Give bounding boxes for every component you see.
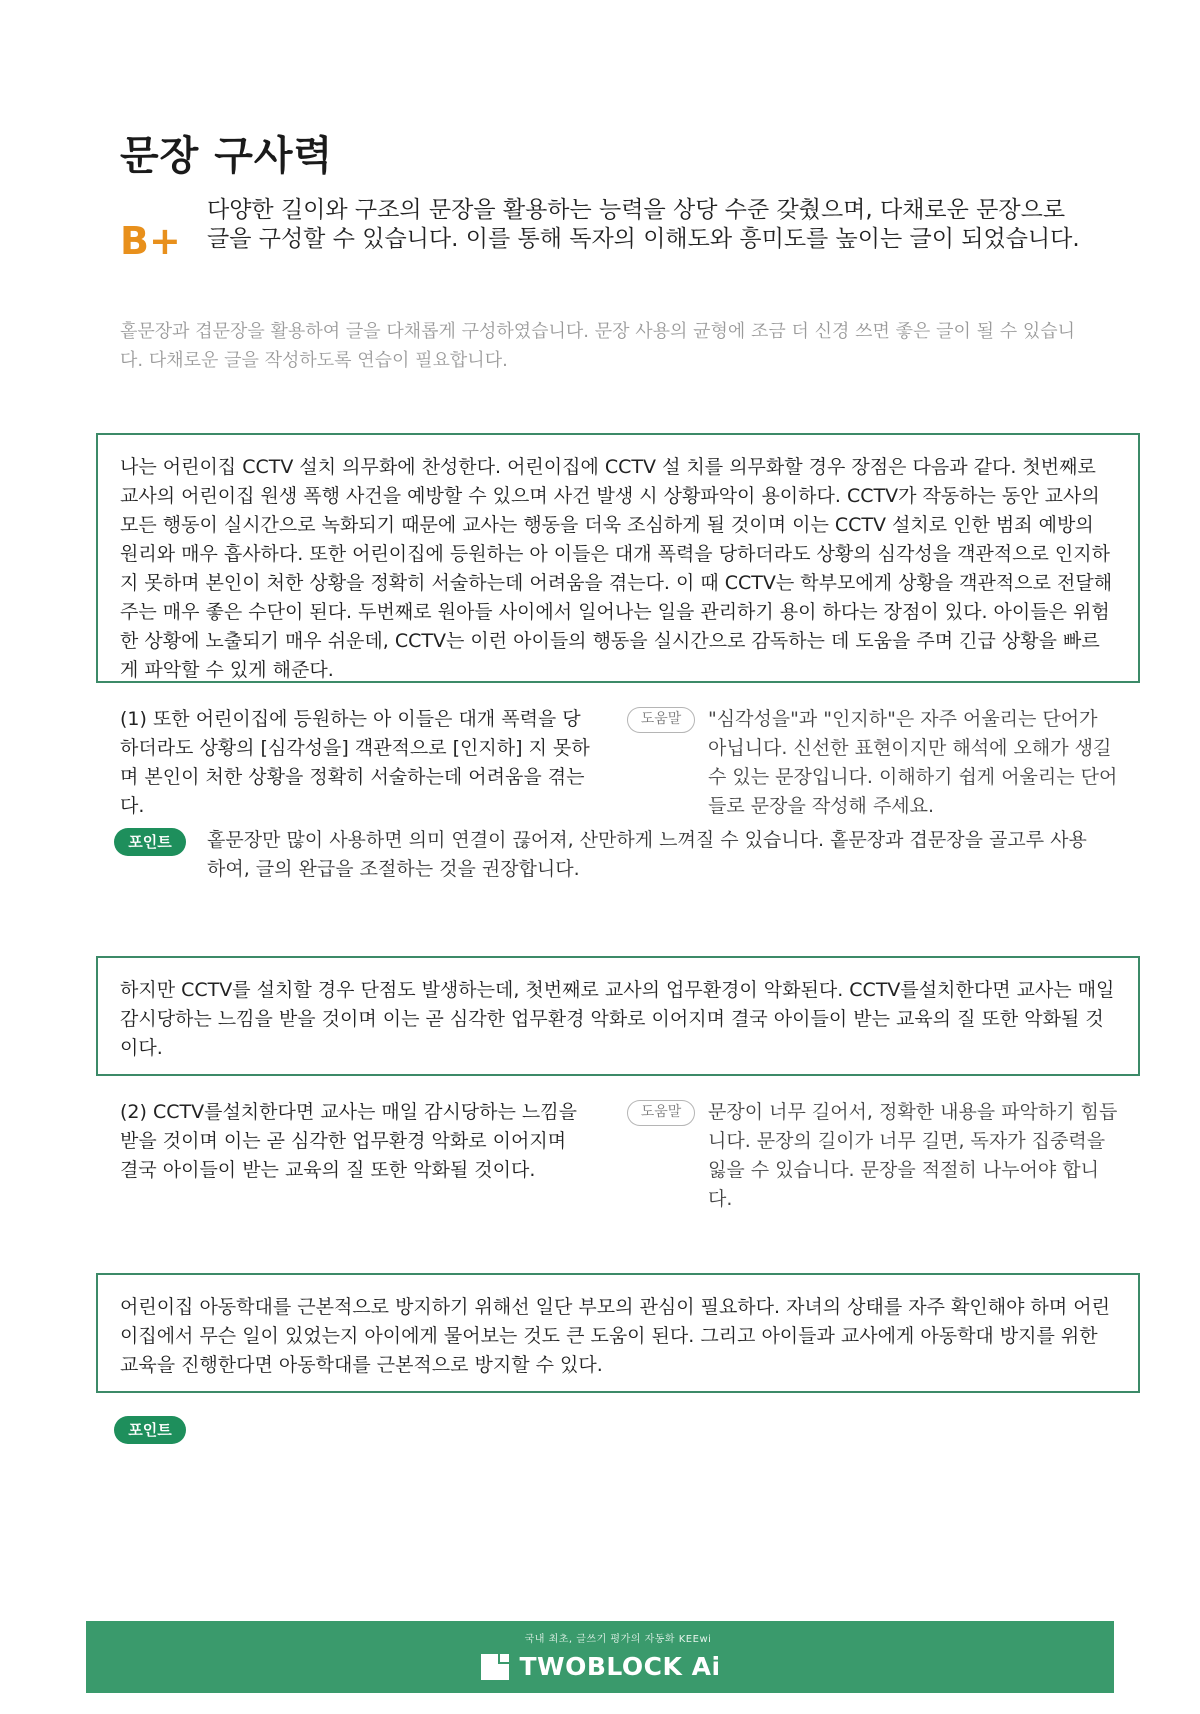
point-text: 홑문장만 많이 사용하면 의미 연결이 끊어져, 산만하게 느껴질 수 있습니다. 홑문장과 겹문장을 골고루 사용하여, 글의 완급을 조절하는 것을 권장합니다. xyxy=(207,829,1087,880)
essay-paragraph-text: 어린이집 아동학대를 근본적으로 방지하기 위해선 일단 부모의 관심이 필요하다. 자녀의 상태를 자주 확인해야 하며 어린이집에서 무슨 일이 있었는지 아이에게 물어보는 것도 큰 도움이 된다. 그리고 아이들과 교사에게 아동학대 방지를 위한 교육을 진행한다면 아동학대를 근본적으로 방지할 수 있다. xyxy=(120,1296,1110,1376)
grade-summary: 다양한 길이와 구조의 문장을 활용하는 능력을 상당 수준 갖췄으며, 다채로운 문장으로 글을 구성할 수 있습니다. 이를 통해 독자의 이해도와 흥미도를 높이는 글이 되었습니다. xyxy=(207,197,1080,252)
essay-paragraph-text: 하지만 CCTV를 설치할 경우 단점도 발생하는데, 첫번째로 교사의 업무환경이 악화된다. CCTV를설치한다면 교사는 매일 감시당하는 느낌을 받을 것이며 이는 곧 심각한 업무환경 악화로 이어지며 결국 아이들이 받는 교육의 질 또한 악화될 것이다. xyxy=(120,979,1115,1059)
help-tag: 도움말 xyxy=(627,1100,695,1126)
point-tag: 포인트 xyxy=(114,1416,186,1444)
footer-brand xyxy=(86,1648,1114,1684)
essay-paragraph-box xyxy=(96,956,1140,1076)
help-text: "심각성을"과 "인지하"은 자주 어울리는 단어가 아닙니다. 신선한 표현이지만 해석에 오해가 생길 수 있는 문장입니다. 이해하기 쉽게 어울리는 단어들로 문장을 작성해 주세요. xyxy=(708,708,1118,817)
grade-badge: B+ xyxy=(120,219,181,263)
help-text: 문장이 너무 길어서, 정확한 내용을 파악하기 힘듭니다. 문장의 길이가 너무 길면, 독자가 집중력을 잃을 수 있습니다. 문장을 적절히 나누어야 합니다. xyxy=(708,1101,1118,1210)
twoblock-logo-icon xyxy=(479,1650,511,1682)
footer-tagline: 국내 최초, 글쓰기 평가의 자동화 KEEwi xyxy=(524,1634,712,1645)
section-title: 문장 구사력 xyxy=(120,133,334,179)
essay-paragraph-box xyxy=(96,433,1140,683)
footer-banner xyxy=(86,1621,1114,1693)
flagged-sentence: (1) 또한 어린이집에 등원하는 아 이들은 대개 폭력을 당하더라도 상황의 [심각성을] 객관적으로 [인지하] 지 못하며 본인이 처한 상황을 정확히 서술하는데 어려움을 겪는다. xyxy=(120,708,590,817)
point-tag: 포인트 xyxy=(114,828,186,856)
grade-subnote: 홑문장과 겹문장을 활용하여 글을 다채롭게 구성하였습니다. 문장 사용의 균형에 조금 더 신경 쓰면 좋은 글이 될 수 있습니다. 다채로운 글을 작성하도록 연습이 필요합니다. xyxy=(120,321,1075,371)
help-tag: 도움말 xyxy=(627,707,695,733)
essay-paragraph-box xyxy=(96,1273,1140,1393)
footer-brand-text: TWOBLOCK Ai xyxy=(519,1651,721,1681)
essay-paragraph-text: 나는 어린이집 CCTV 설치 의무화에 찬성한다. 어린이집에 CCTV 설 치를 의무화할 경우 장점은 다음과 같다. 첫번째로 교사의 어린이집 원생 폭행 사건을 예방할 수 있으며 사건 발생 시 상황파악이 용이하다. CCTV가 작동하는 동안 교사의 모든 행동이 실시간으로 녹화되기 때문에 교사는 행동을 더욱 조심하게 될 것이며 이는 CCTV 설치로 인한 범죄 예방의 원리와 매우 흡사하다. 또한 어린이집에 등원하는 아 이들은 대개 폭력을 당하더라도 상황의 심각성을 객관적으로 인지하 지 못하며 본인이 처한 상황을 정확히 서술하는데 어려움을 겪는다. 이 때 CCTV는 학부모에게 상황을 객관적으로 전달해 주는 매우 좋은 수단이 된다. 두번째로 원아들 사이에서 일어나는 일을 관리하기 용이 하다는 장점이 있다. 아이들은 위험한 상황에 노출되기 매우 쉬운데, CCTV는 이런 아이들의 행동을 실시간으로 감독하는 데 도움을 주며 긴급 상황을 빠르게 파악할 수 있게 해준다. xyxy=(120,456,1113,681)
flagged-sentence: (2) CCTV를설치한다면 교사는 매일 감시당하는 느낌을 받을 것이며 이는 곧 심각한 업무환경 악화로 이어지며 결국 아이들이 받는 교육의 질 또한 악화될 것이다. xyxy=(120,1101,577,1181)
